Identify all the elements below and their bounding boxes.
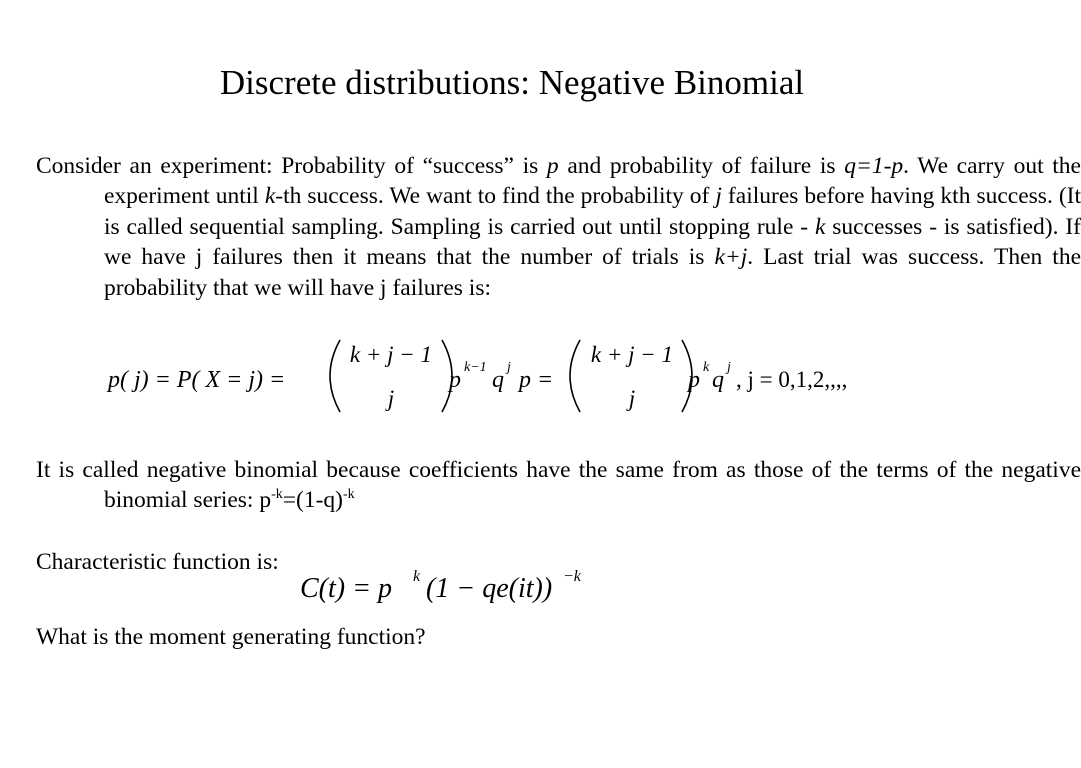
- binom-bottom: j: [628, 386, 636, 411]
- slide-title: Discrete distributions: Negative Binomial: [219, 63, 805, 102]
- var-j: j: [715, 183, 722, 210]
- term-p-equals: p =: [519, 367, 554, 393]
- paragraph-question: What is the moment generating function?: [36, 624, 426, 650]
- exp-j: j: [507, 360, 511, 375]
- cf-exp-k: k: [413, 568, 421, 585]
- term-q: q: [712, 367, 724, 393]
- superscript: -k: [271, 487, 283, 503]
- binom-top: k + j − 1: [349, 342, 433, 367]
- eq-lhs: p( j) = P( X = j) =: [108, 367, 286, 393]
- text-run: =(1-q): [282, 487, 343, 514]
- paragraph-negative-binomial-series: [36, 455, 1081, 516]
- var-k: k: [814, 213, 826, 240]
- cf-lhs: C(t) = p: [300, 573, 392, 604]
- paragraph-experiment: [36, 151, 1081, 303]
- text-run: successes - is satisfied). If we have j failures then it means that the number of trials is: [104, 213, 1081, 271]
- paragraph-characteristic-function: Characteristic function is:: [36, 549, 279, 575]
- text-run: failures before having kth success. (It is called sequential sampling. Sampling is carried out until stopping rule -: [104, 183, 1081, 240]
- var-k: k: [264, 183, 276, 210]
- superscript: -k: [343, 487, 355, 503]
- text-run: . We carry out the experiment until: [104, 153, 1081, 210]
- exp-j: j: [727, 360, 731, 375]
- text-run: -th success. We want to find the probability of: [275, 183, 716, 210]
- var-k-plus-j: k+j: [714, 244, 748, 271]
- left-paren-icon: [570, 340, 580, 412]
- exp-k: k: [703, 360, 710, 375]
- binom-top: k + j − 1: [590, 342, 674, 367]
- eq-domain: , j = 0,1,2,,,,: [736, 367, 848, 392]
- text-run: and probability of failure is: [558, 153, 845, 179]
- exp-k-minus-1: k−1: [464, 360, 487, 375]
- term-p: p: [688, 367, 700, 393]
- term-q: q: [492, 367, 504, 393]
- left-paren-icon: [330, 340, 340, 412]
- equation-negative-binomial-pmf: [108, 336, 908, 416]
- equation-characteristic-function: [300, 563, 600, 609]
- text-run: Consider an experiment: Probability of “success” is: [36, 153, 547, 179]
- cf-rhs: (1 − qe(it)): [426, 573, 553, 604]
- cf-exp-minus-k: −k: [563, 568, 581, 585]
- binom-bottom: j: [387, 386, 395, 411]
- term-p: p: [449, 367, 461, 393]
- var-p: p: [546, 153, 559, 179]
- text-run: It is called negative binomial because coefficients have the same from as those of the terms of the negative binomial series: p: [36, 457, 1081, 514]
- var-q: q=1-p: [844, 153, 904, 179]
- text-run: . Last trial was success. Then the probability that we will have j failures is:: [104, 244, 1081, 301]
